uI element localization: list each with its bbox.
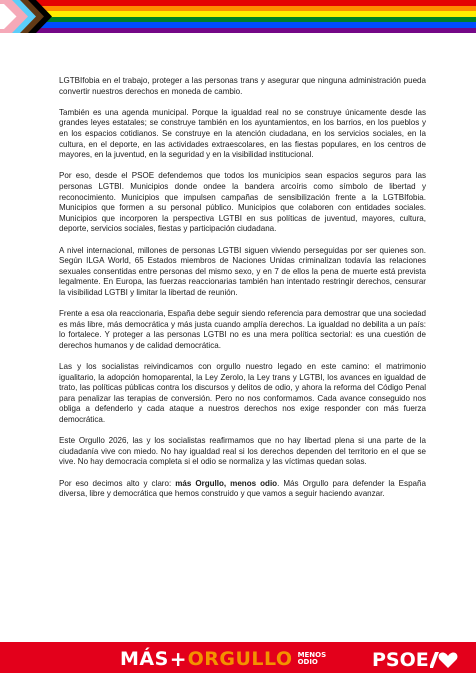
closing-text-end: . Más Orgullo para defender la España diversa, libre y democrática que hemos construido y que vamos a seguir haciendo avanzar. — [59, 478, 426, 499]
pride-flag-banner — [0, 0, 476, 33]
slash-heart-icon — [430, 650, 458, 670]
logo-orgullo: ORGULLO — [187, 648, 293, 670]
logo-menos: MENOS — [297, 650, 327, 659]
closing-text-start: Por eso decimos alto y claro: — [59, 478, 176, 488]
psoe-logo: PSOE — [372, 649, 429, 671]
paragraph: También es una agenda municipal. Porque la igualdad real no se construye únicamente desde las grandes leyes estatales; se construye también en los ayuntamientos, en los barrios, en los pueblos y en los espacios cotidianos. Se construye en la atención ciudadana, en los servicios sociales, en la cultura, en el deporte, en las actividades extraescolares, en las fiestas populares, en los centros de mayores, en la juventud, en la seguridad y en la visibilidad institucional. — [59, 107, 426, 160]
footer-bar — [0, 642, 476, 673]
heart-shape — [439, 652, 458, 668]
document-body — [59, 76, 426, 500]
logo-menos-odio — [298, 652, 327, 667]
paragraph: Este Orgullo 2026, las y los socialistas reafirmamos que no hay libertad plena si una parte de la ciudadanía vive con miedo. No hay igualdad real si los derechos dependen del territorio en el que se vive. No hay democracia completa si el odio se normaliza y las víctimas quedan solas. — [59, 436, 426, 467]
campaign-logo — [120, 648, 326, 670]
logo-plus: + — [169, 647, 187, 671]
paragraph: Las y los socialistas reivindicamos con orgullo nuestro legado en este camino: el matrimonio igualitario, la adopción homoparental, la Ley Zerolo, la Ley trans y LGTBI, los avances en igualdad de trato, las políticas públicas contra los discursos y delitos de odio, y ahora la reforma del Código Penal para penalizar las terapias de conversión. Pero no nos conformamos. Cada avance conseguido nos obliga a defenderlo y cada ataque a nuestros derechos nos exige responder con más fuerza democrática. — [59, 362, 426, 424]
logo-odio: ODIO — [297, 658, 318, 666]
paragraph: LGTBIfobia en el trabajo, proteger a las personas trans y asegurar que ninguna administración pueda convertir nuestros derechos en moneda de cambio. — [59, 76, 426, 96]
progress-chevrons — [0, 0, 90, 33]
closing-paragraph — [59, 479, 426, 500]
paragraph: Por eso, desde el PSOE defendemos que todos los municipios sean espacios seguros para las personas LGTBI. Municipios donde ondee la bandera arcoíris como símbolo de libertad y reconocimiento. Municipios que impulsen campañas de sensibilización frente a la LGTBIfobia. Municipios que formen a su personal público. Municipios que colaboren con entidades sociales. Municipios que incorporen la perspectiva LGTBI en sus políticas de juventud, mayores, cultura, deporte, servicios sociales, fiestas y participación ciudadana. — [59, 171, 426, 234]
paragraph: Frente a esa ola reaccionaria, España debe seguir siendo referencia para demostrar que una sociedad es más libre, más democrática y más justa cuando amplía derechos. La igualdad no debilita a un país: lo fortalece. Y proteger a las personas LGTBI no es una mera política sectorial: es una cuestión de derechos humanos y de calidad democrática. — [59, 309, 426, 350]
closing-slogan: más Orgullo, menos odio — [175, 478, 278, 488]
logo-mas: MÁS — [120, 648, 169, 670]
slash-shape — [430, 652, 439, 668]
paragraph: A nivel internacional, millones de personas LGTBI siguen viviendo perseguidas por ser quienes son. Según ILGA World, 65 Estados miembros de Naciones Unidas criminalizan todavía las relaciones sexuales consentidas entre personas del mismo sexo, y en 7 de ellos la pena de muerte está prevista legalmente. En Europa, las fuerzas reaccionarias también han intentado restringir derechos, censurar la visibilidad LGTBI y limitar la libertad de reunión. — [59, 245, 426, 297]
